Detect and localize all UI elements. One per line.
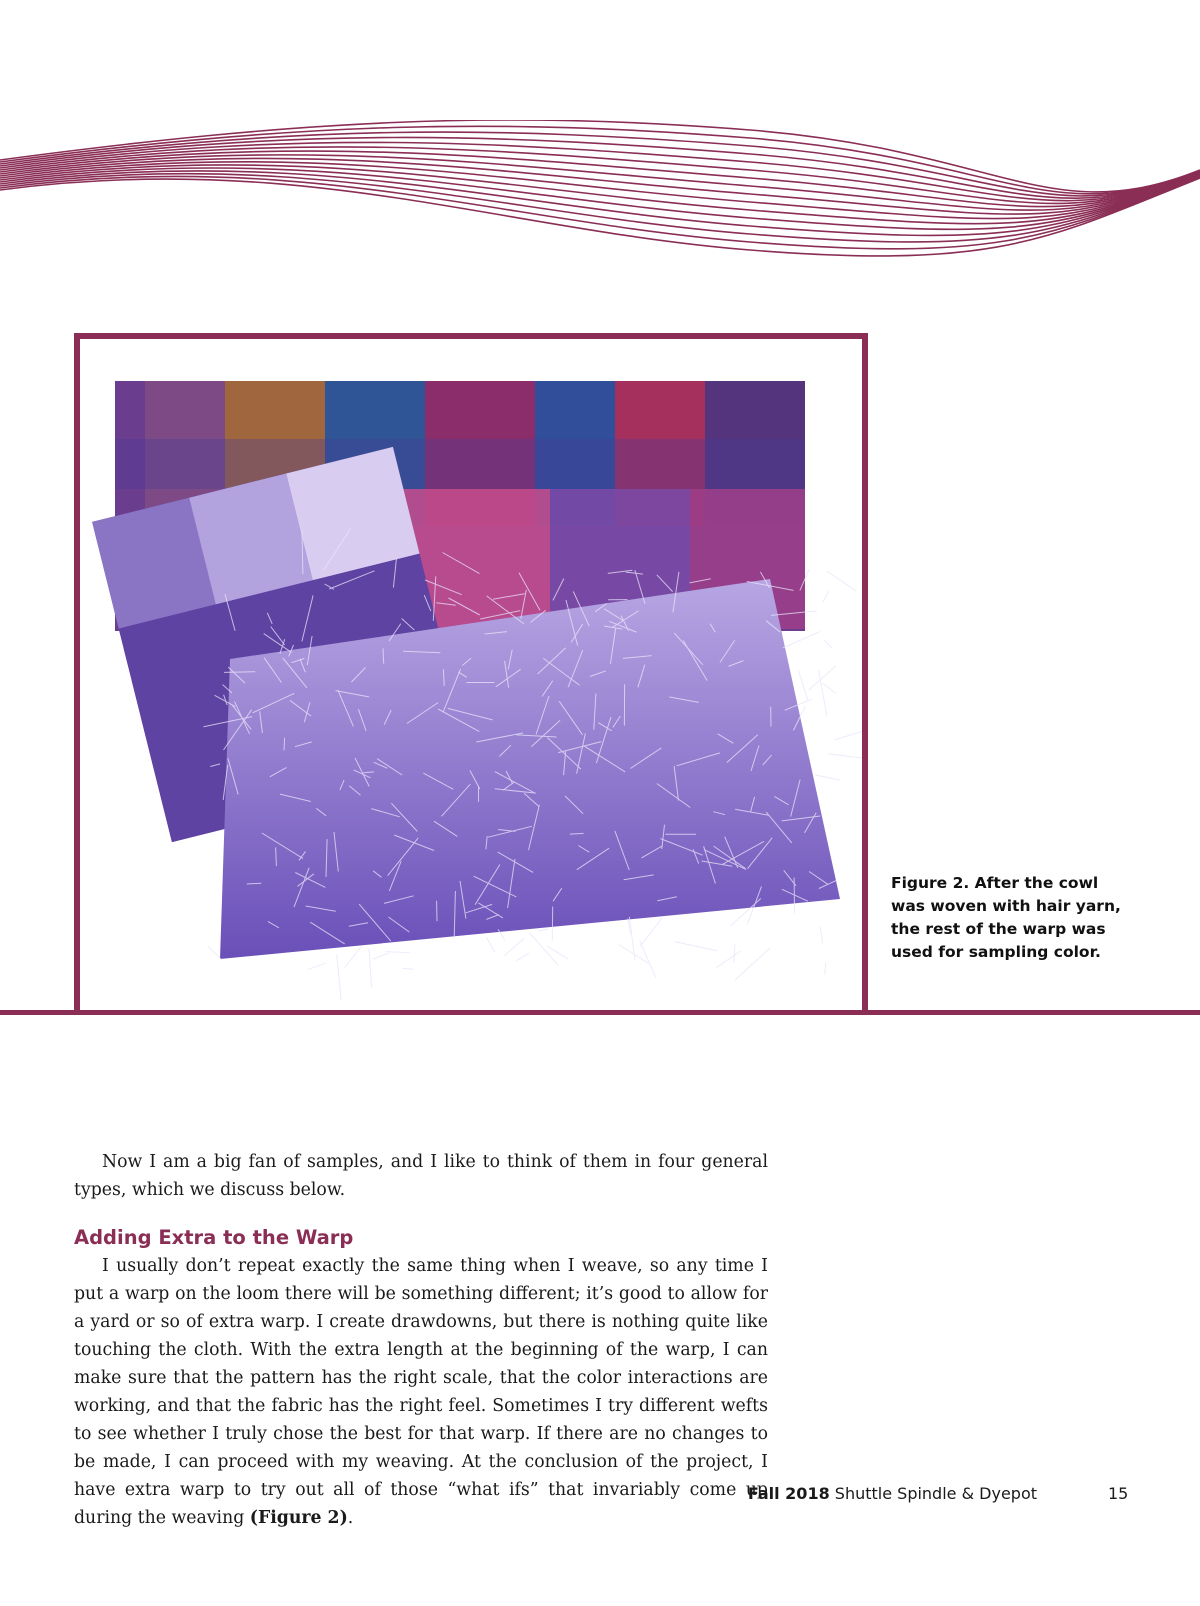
- fuzz-strand: [504, 938, 524, 956]
- fuzz-strand: [516, 953, 529, 960]
- section-paragraph-text: I usually don’t repeat exactly the same thing when I weave, so any time I put a warp on the loom there will be something different; it’s good to allow for a yard or so of extra warp. I create drawdowns, but there is nothing quite like touching the cloth. With the extra length at the beginning of the warp, I can make sure that the pattern has the right scale, that the color interactions are working, and that the fabric has the right feel. Sometimes I try different wefts to see whether I truly chose the best for that warp. If there are no changes to be made, I can proceed with my weaving. At the conclusion of the project, I have extra warp to try out all of those “what ifs” that invariably come up during the weaving: [74, 1256, 768, 1528]
- fuzz-strand: [828, 754, 862, 760]
- fuzz-strand: [798, 670, 808, 701]
- figure-bottom-rule: [0, 1010, 1200, 1015]
- page-footer: [0, 1484, 1200, 1514]
- fuzz-strand: [823, 683, 836, 693]
- fuzz-strand: [529, 933, 558, 965]
- fuzz-strand: [716, 951, 741, 968]
- fuzz-strand: [825, 963, 826, 975]
- figure-label: Figure 2.: [891, 874, 970, 892]
- wave-line: [0, 120, 1200, 192]
- footer-issue: [748, 1484, 1037, 1503]
- fuzz-strand: [824, 640, 832, 648]
- section-heading: Adding Extra to the Warp: [74, 1226, 354, 1249]
- fuzz-strand: [369, 949, 371, 988]
- fuzz-strand: [284, 738, 285, 751]
- fuzz-strand: [734, 945, 735, 963]
- article-body: [74, 1148, 768, 1532]
- fuzz-strand: [337, 954, 341, 1000]
- fuzz-strand: [308, 963, 326, 970]
- fabric-photo: [80, 339, 862, 1015]
- fuzz-strand: [809, 666, 836, 691]
- fuzz-strand: [815, 775, 840, 781]
- fuzz-strand: [403, 968, 414, 969]
- fuzz-strand: [224, 672, 255, 673]
- intro-paragraph: Now I am a big fan of samples, and I like to think of them in four general types, which we discuss below.: [74, 1152, 768, 1200]
- fuzz-strand: [486, 937, 495, 952]
- footer-magazine: Shuttle Spindle & Dyepot: [834, 1484, 1037, 1503]
- figure-reference: (Figure 2): [249, 1508, 348, 1528]
- section-paragraph-end: .: [347, 1508, 354, 1528]
- page-number: 15: [1108, 1484, 1129, 1503]
- fuzz-strand: [783, 632, 820, 648]
- fuzz-strand: [675, 942, 717, 951]
- decorative-wave-lines: [0, 120, 1200, 280]
- fuzz-strand: [383, 648, 384, 663]
- fuzz-strand: [373, 953, 389, 959]
- fuzz-strand: [823, 591, 829, 602]
- figure-caption: [891, 872, 1131, 964]
- fuzz-strand: [538, 929, 548, 931]
- fuzz-strand: [735, 948, 770, 980]
- figure-caption-text: After the cowl was woven with hair yarn, the rest of the warp was used for sampling color.: [891, 874, 1121, 961]
- fuzz-strand: [820, 926, 822, 943]
- fuzz-strand: [208, 947, 222, 961]
- figure-frame: [74, 333, 868, 1015]
- fuzz-strand: [835, 730, 862, 740]
- fuzz-strand: [827, 571, 856, 591]
- footer-season: Fall 2018: [747, 1484, 830, 1503]
- fuzz-strand: [570, 833, 584, 834]
- fuzz-strand: [345, 947, 361, 968]
- fuzz-strand: [385, 952, 409, 953]
- fuzz-strand: [640, 918, 662, 947]
